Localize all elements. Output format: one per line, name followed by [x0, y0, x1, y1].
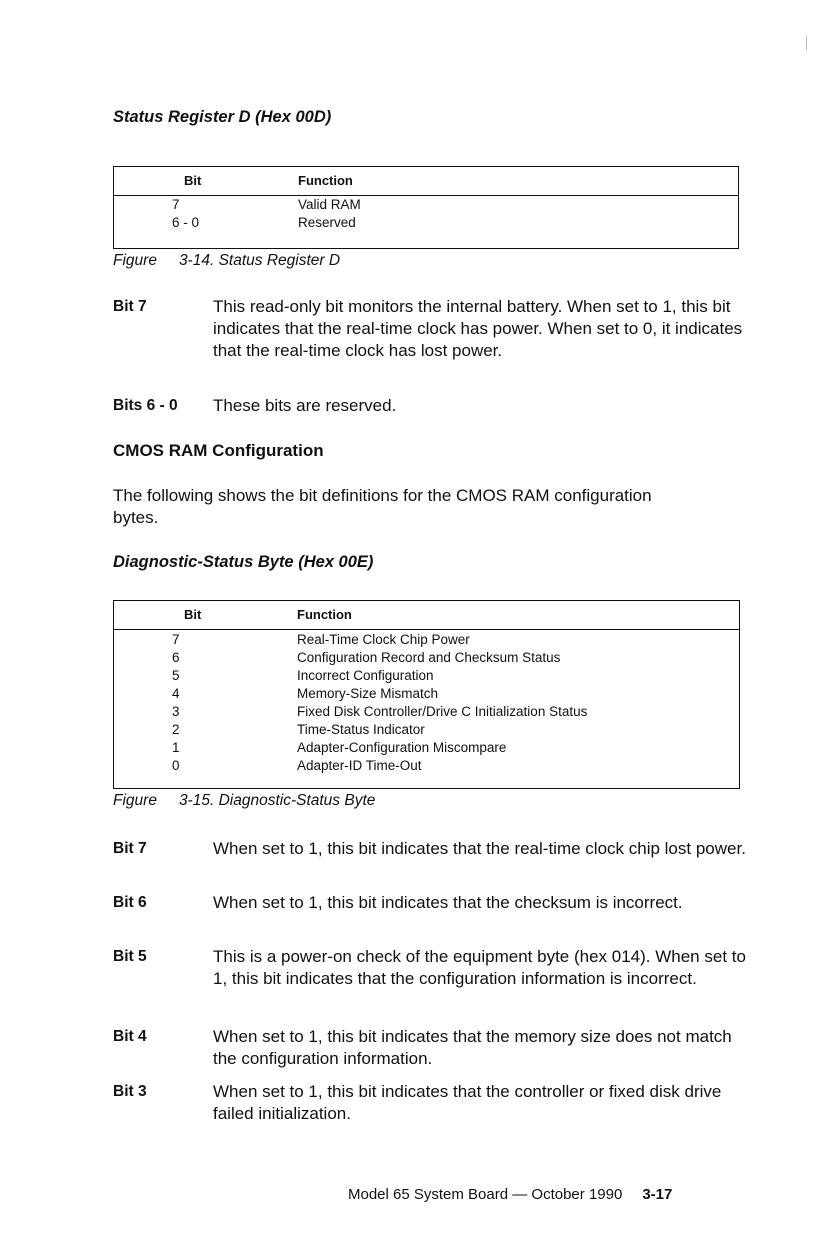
bit-cell: 0	[172, 758, 180, 773]
table-row	[114, 197, 738, 215]
status-register-d-table	[113, 166, 739, 249]
footer-text: Model 65 System Board — October 1990	[348, 1186, 623, 1203]
page-footer	[348, 1186, 672, 1203]
cmos-intro-paragraph: The following shows the bit definitions for the CMOS RAM configuration bytes.	[113, 486, 652, 527]
definition-text: When set to 1, this bit indicates that the memory size does not match the configuration information.	[213, 1027, 732, 1068]
page-number: 3-17	[642, 1186, 673, 1203]
definition-text: When set to 1, this bit indicates that the checksum is incorrect.	[213, 893, 683, 912]
definition-term: Bit 7	[113, 298, 147, 315]
diagnostic-status-table	[113, 600, 740, 789]
function-cell: Time-Status Indicator	[297, 722, 425, 737]
caption-label: Figure	[113, 252, 157, 269]
definition-term: Bits 6 - 0	[113, 397, 178, 414]
table-row	[114, 704, 739, 722]
definition-term: Bit 5	[113, 948, 147, 965]
table-header	[114, 167, 738, 196]
caption-text: 3-14. Status Register D	[178, 252, 341, 269]
bit-cell: 7	[172, 632, 180, 647]
bit-cell: 1	[172, 740, 180, 755]
function-cell: Adapter-Configuration Miscompare	[297, 740, 507, 755]
column-header-bit: Bit	[184, 173, 202, 188]
definition-term: Bit 3	[113, 1083, 147, 1100]
table-row	[114, 632, 739, 650]
table-header	[114, 601, 739, 630]
function-cell: Memory-Size Mismatch	[297, 686, 439, 701]
bit-cell: 6	[172, 650, 180, 665]
bit-cell: 5	[172, 668, 180, 683]
function-cell: Real-Time Clock Chip Power	[297, 632, 470, 647]
status-register-d-heading: Status Register D (Hex 00D)	[113, 108, 332, 126]
bit-cell: 4	[172, 686, 180, 701]
column-header-function: Function	[297, 607, 352, 622]
table-row	[114, 722, 739, 740]
bit-cell: 2	[172, 722, 180, 737]
definition-text: This read-only bit monitors the internal battery. When set to 1, this bit indicates that the real-time clock has power. When set to 0, it indicates that the real-time clock has lost power.	[213, 297, 743, 360]
table-row	[114, 686, 739, 704]
bit-cell: 6 - 0	[172, 215, 200, 230]
cmos-ram-configuration-heading: CMOS RAM Configuration	[113, 441, 324, 460]
definition-term: Bit 4	[113, 1028, 147, 1045]
table-row	[114, 215, 738, 233]
function-cell: Configuration Record and Checksum Status	[297, 650, 561, 665]
table-row	[114, 740, 739, 758]
figure-caption-3-15	[113, 792, 375, 810]
table-row	[114, 668, 739, 686]
definition-text: These bits are reserved.	[213, 396, 397, 415]
table-row	[114, 758, 739, 776]
function-cell: Valid RAM	[298, 197, 361, 212]
column-header-bit: Bit	[184, 607, 202, 622]
bit-cell: 3	[172, 704, 180, 719]
definition-text: When set to 1, this bit indicates that the controller or fixed disk drive failed initialization.	[213, 1082, 722, 1123]
definition-text: When set to 1, this bit indicates that the real-time clock chip lost power.	[213, 839, 746, 858]
definition-term: Bit 7	[113, 840, 147, 857]
caption-label: Figure	[113, 792, 157, 809]
page-edge-mark	[806, 36, 807, 50]
figure-caption-3-14	[113, 252, 340, 270]
caption-text: 3-15. Diagnostic-Status Byte	[178, 792, 376, 809]
function-cell: Reserved	[298, 215, 356, 230]
definition-term: Bit 6	[113, 894, 147, 911]
function-cell: Incorrect Configuration	[297, 668, 434, 683]
function-cell: Fixed Disk Controller/Drive C Initialization Status	[297, 704, 588, 719]
bit-cell: 7	[172, 197, 180, 212]
column-header-function: Function	[298, 173, 353, 188]
definition-text: This is a power-on check of the equipment byte (hex 014). When set to 1, this bit indicates that the configuration information is incorrect.	[213, 947, 746, 988]
diagnostic-status-byte-heading: Diagnostic-Status Byte (Hex 00E)	[113, 553, 374, 571]
function-cell: Adapter-ID Time-Out	[297, 758, 422, 773]
table-row	[114, 650, 739, 668]
